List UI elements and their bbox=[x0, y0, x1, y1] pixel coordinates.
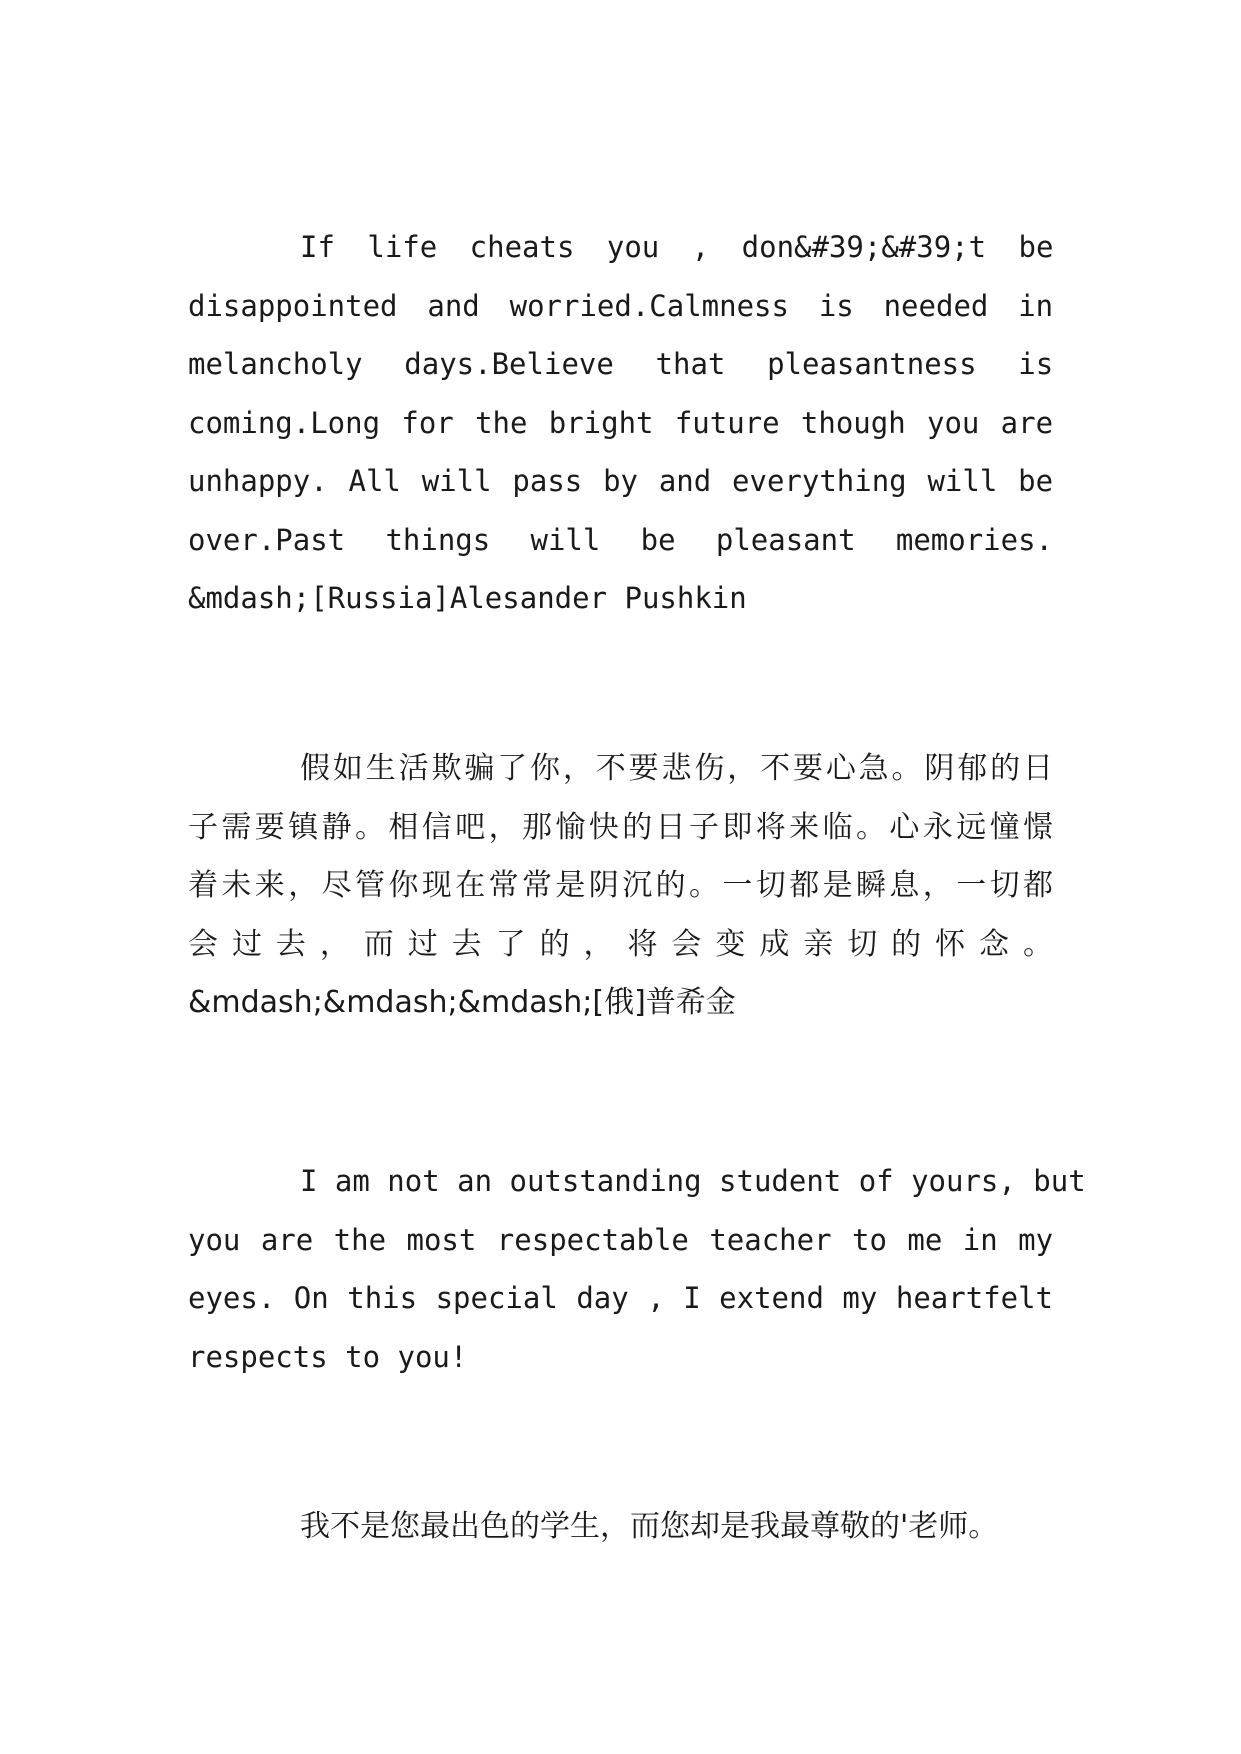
paragraph-chinese-poem bbox=[188, 740, 1067, 1033]
paragraph-english-teacher bbox=[188, 1152, 1086, 1386]
text-line-attribution: &mdash;[Russia]Alesander Pushkin bbox=[188, 581, 747, 615]
text-line: If life cheats you , don&#39;&#39;t be bbox=[300, 230, 1054, 264]
paragraph-english-poem bbox=[188, 218, 1053, 628]
text-line-attribution: &mdash;&mdash;&mdash;[俄]普希金 bbox=[188, 985, 736, 1020]
paragraph-chinese-teacher bbox=[188, 1498, 1053, 1557]
text-line: eyes. On this special day , I extend my heartfelt bbox=[188, 1281, 1053, 1315]
text-line: I am not an outstanding student of yours, but bbox=[300, 1164, 1086, 1198]
text-line: 子需要镇静。相信吧，那愉快的日子即将来临。心永远憧憬 bbox=[188, 809, 1057, 845]
text-line: 假如生活欺骗了你，不要悲伤，不要心急。阴郁的日 bbox=[300, 751, 1056, 786]
text-line: unhappy. All will pass by and everything will be bbox=[188, 464, 1054, 498]
text-line: 着未来，尽管你现在常常是阴沉的。一切都是瞬息，一切都 bbox=[188, 868, 1057, 903]
text-line: you are the most respectable teacher to me in my bbox=[188, 1222, 1054, 1257]
text-line: over.Past things will be pleasant memories. bbox=[188, 522, 1053, 557]
text-line: respects to you! bbox=[188, 1339, 468, 1374]
text-line: disappointed and worried.Calmness is needed in bbox=[188, 288, 1054, 323]
text-line: 会过去，而过去了的，将会变成亲切的怀念。 bbox=[188, 926, 1067, 962]
text-line: melancholy days.Believe that pleasantness is bbox=[188, 347, 1054, 381]
text-line: 我不是您最出色的学生，而您却是我最尊敬的'老师。 bbox=[300, 1509, 999, 1544]
text-line: coming.Long for the bright future though you are bbox=[188, 405, 1054, 440]
